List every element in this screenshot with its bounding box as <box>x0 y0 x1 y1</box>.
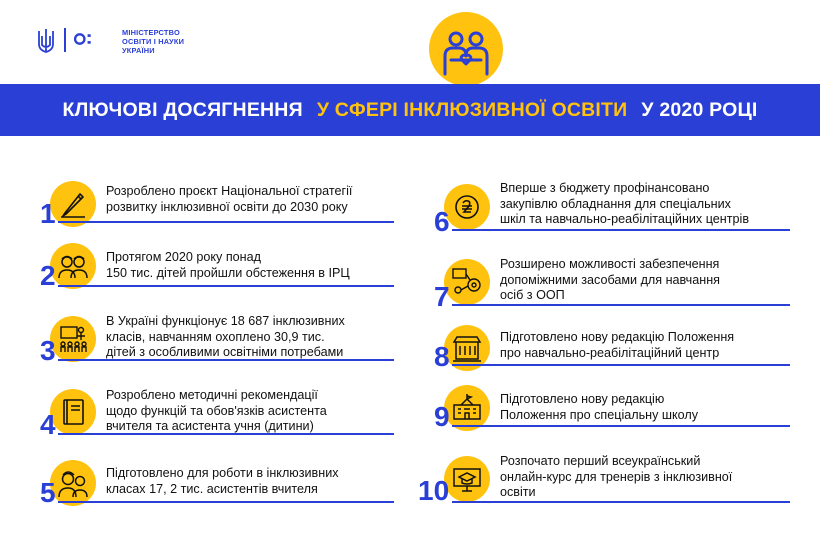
item-underline <box>58 433 394 435</box>
item-underline <box>452 304 790 306</box>
list-item-text <box>500 257 720 304</box>
item-underline <box>452 425 790 427</box>
text-line: В Україні функціонує 18 687 інклюзивних <box>106 314 345 328</box>
text-line: вчителя та асистента учня (дитини) <box>106 419 314 433</box>
text-line: дітей з особливими освітніми потребами <box>106 345 344 359</box>
page-title <box>0 84 820 136</box>
item-underline <box>452 364 790 366</box>
online-course-icon <box>444 456 490 502</box>
item-number: 10 <box>418 475 450 506</box>
text-line: Розширено можливості забезпечення <box>500 257 720 271</box>
item-underline <box>58 221 394 223</box>
list-item-text <box>500 392 698 423</box>
text-line: Розроблено методичні рекомендації <box>106 388 318 402</box>
item-number: 8 <box>434 341 450 372</box>
text-line: Розпочато перший всеукраїнський <box>500 454 701 468</box>
item-number: 3 <box>40 335 56 366</box>
book-icon <box>50 389 96 435</box>
title-part-yellow: У СФЕРІ ІНКЛЮЗИВНОЇ ОСВІТИ <box>316 98 628 121</box>
text-line: класів, навчанням охоплено 30,9 тис. <box>106 329 325 344</box>
ministry-name <box>122 28 184 55</box>
list-item-text <box>500 454 732 501</box>
list-item-text <box>106 466 339 497</box>
text-line: освіти <box>500 485 536 499</box>
classroom-icon <box>50 316 96 362</box>
text-line: допоміжними засобами для навчання <box>500 272 720 287</box>
inclusion-emblem <box>429 12 503 86</box>
text-line: шкіл та навчально-реабілітаційних центрів <box>500 212 750 226</box>
item-number: 1 <box>40 198 56 229</box>
text-line: онлайн-курс для тренерів з інклюзивної <box>500 469 733 484</box>
list-item-text <box>500 181 749 228</box>
text-line: Підготовлено нову редакцію <box>500 392 665 406</box>
list-item-text <box>106 184 352 215</box>
text-line: закупівлю обладнання для спеціальних <box>500 196 731 211</box>
item-number: 7 <box>434 281 450 312</box>
text-line: щодо функцій та обов'язків асистента <box>106 403 327 418</box>
text-line: Підготовлено нову редакцію Положення <box>500 330 735 344</box>
text-line: осіб з ООП <box>500 288 565 302</box>
item-underline <box>452 501 790 503</box>
children-icon <box>50 243 96 289</box>
text-line: Протягом 2020 року понад <box>106 250 261 264</box>
item-number: 4 <box>40 409 56 440</box>
title-part-white: У 2020 РОЦІ <box>641 98 758 121</box>
list-item-text <box>106 388 327 435</box>
text-line: Вперше з бюджету профінансовано <box>500 181 710 195</box>
item-underline <box>58 285 394 287</box>
assistants-icon <box>50 460 96 506</box>
item-number: 9 <box>434 401 450 432</box>
text-line: класах 17, 2 тис. асистентів вчителя <box>106 481 318 496</box>
item-underline <box>452 229 790 231</box>
list-item-text <box>106 250 350 281</box>
family-hug-icon <box>429 12 503 86</box>
text-line: Положення про спеціальну школу <box>500 407 699 422</box>
ministry-line: МІНІСТЕРСТВО <box>122 28 180 37</box>
item-number: 6 <box>434 206 450 237</box>
text-line: Розроблено проєкт Національної стратегії <box>106 184 353 198</box>
logo-separator <box>64 28 66 52</box>
trident-icon <box>36 28 56 54</box>
title-part-white: КЛЮЧОВІ ДОСЯГНЕННЯ <box>62 98 303 121</box>
hryvnia-icon <box>444 184 490 230</box>
ministry-line: ОСВІТИ І НАУКИ <box>122 37 185 46</box>
list-item-text <box>106 314 345 361</box>
item-underline <box>58 501 394 503</box>
text-line: розвитку інклюзивної освіти до 2030 року <box>106 199 348 214</box>
mon-logo-icon <box>74 27 98 51</box>
assistive-devices-icon <box>444 259 490 305</box>
item-number: 5 <box>40 477 56 508</box>
text-line: про навчально-реабілітаційний центр <box>500 345 720 360</box>
text-line: Підготовлено для роботи в інклюзивних <box>106 466 339 480</box>
item-underline <box>58 359 394 361</box>
item-number: 2 <box>40 260 56 291</box>
list-item-text <box>500 330 734 361</box>
text-line: 150 тис. дітей пройшли обстеження в ІРЦ <box>106 265 350 280</box>
ministry-line: УКРАЇНИ <box>122 46 155 55</box>
